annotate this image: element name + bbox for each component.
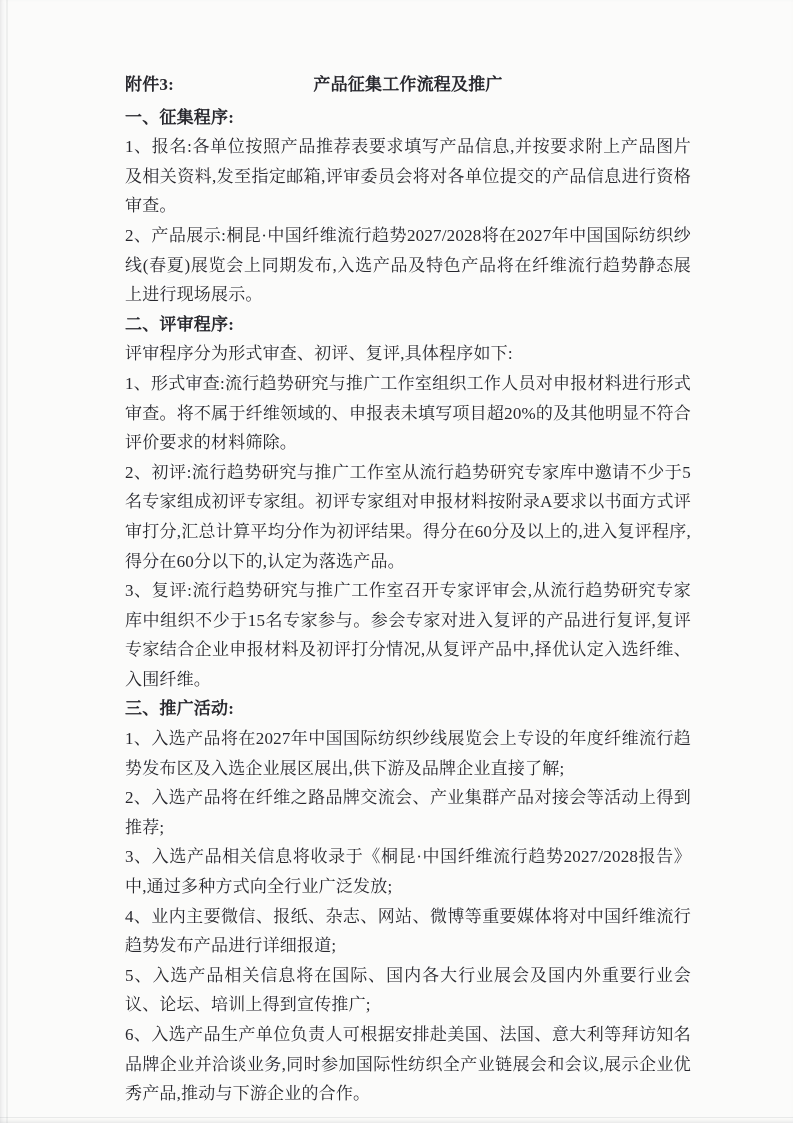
paragraph-promotion-5: 5、入选产品相关信息将在国际、国内各大行业展会及国内外重要行业会议、论坛、培训上得到宣传推广; — [125, 965, 691, 1015]
paragraph-promotion-4: 4、业内主要微信、报纸、杂志、网站、微博等重要媒体将对中国纤维流行趋势发布产品进行详细报道; — [125, 906, 691, 956]
paragraph-registration: 1、报名:各单位按照产品推荐表要求填写产品信息,并按要求附上产品图片及相关资料,发至指定邮箱,评审委员会将对各单位提交的产品信息进行资格审查。 — [125, 137, 691, 216]
page-title: 产品征集工作流程及推广 — [313, 75, 503, 94]
paragraph-preliminary-review: 2、初评:流行趋势研究与推广工作室从流行趋势研究专家库中邀请不少于5名专家组成初评专家组。初评专家组对申报材料按附录A要求以书面方式评审打分,汇总计算平均分作为初评结果。得分在60分及以上的,进入复评程序,得分在60分以下的,认定为落选产品。 — [125, 462, 691, 571]
document-header — [125, 70, 691, 100]
document-content — [125, 70, 691, 1109]
paragraph-review-intro: 评审程序分为形式审查、初评、复评,具体程序如下: — [125, 344, 513, 364]
paragraph-final-review: 3、复评:流行趋势研究与推广工作室召开专家评审会,从流行趋势研究专家库中组织不少于15名专家参与。参会专家对进入复评的产品进行复评,复评专家结合企业申报材料及初评打分情况,从复评产品中,择优认定入选纤维、入围纤维。 — [125, 581, 691, 689]
paragraph-promotion-2: 2、入选产品将在纤维之路品牌交流会、产业集群产品对接会等活动上得到推荐; — [125, 788, 691, 837]
paragraph-product-display: 2、产品展示:桐昆·中国纤维流行趋势2027/2028将在2027年中国国际纺织纱线(春夏)展览会上同期发布,入选产品及特色产品将在纤维流行趋势静态展上进行现场展示。 — [125, 225, 691, 305]
paragraph-promotion-1: 1、入选产品将在2027年中国国际纺织纱线展览会上专设的年度纤维流行趋势发布区及入选企业展区展出,供下游及品牌企业直接了解; — [125, 729, 691, 778]
attachment-label: 附件3: — [125, 75, 174, 94]
paragraph-formal-review: 1、形式审查:流行趋势研究与推广工作室组织工作人员对申报材料进行形式审查。将不属于纤维领域的、申报表未填写项目超20%的及其他明显不符合评价要求的材料筛除。 — [125, 373, 691, 453]
section-heading-review-procedure: 二、评审程序: — [125, 314, 235, 334]
paragraph-promotion-3: 3、入选产品相关信息将收录于《桐昆·中国纤维流行趋势2027/2028报告》中,通过多种方式向全行业广泛发放; — [125, 847, 691, 897]
scan-bottom-edge — [0, 1117, 793, 1118]
scan-left-edge — [6, 0, 8, 1123]
section-heading-collection-procedure: 一、征集程序: — [125, 107, 235, 127]
paragraph-promotion-6: 6、入选产品生产单位负责人可根据安排赴美国、法国、意大利等拜访知名品牌企业并洽谈业务,同时参加国际性纺织全产业链展会和会议,展示企业优秀产品,推动与下游企业的合作。 — [125, 1025, 691, 1104]
section-heading-promotion-activities: 三、推广活动: — [125, 699, 235, 719]
